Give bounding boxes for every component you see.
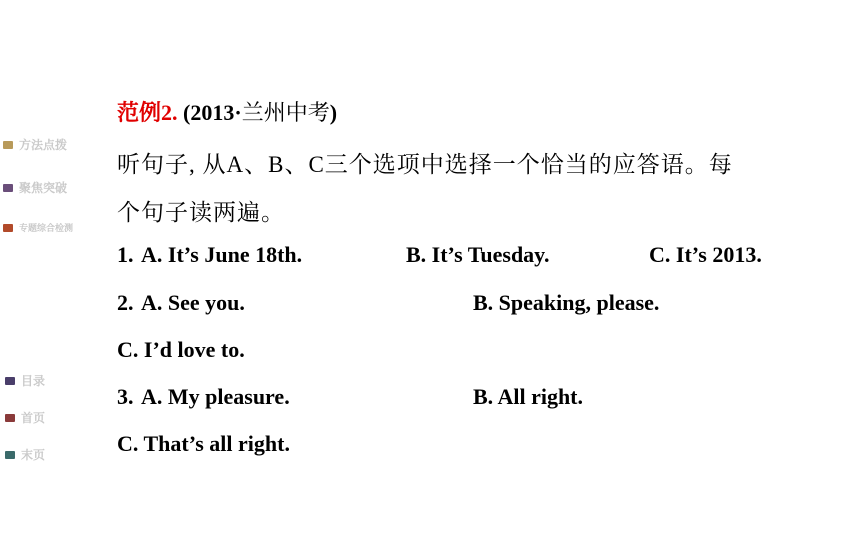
nav-bullet-icon xyxy=(3,224,13,232)
item-number: 3. xyxy=(117,384,134,409)
option-a: A. It’s June 18th. xyxy=(141,242,303,267)
option-b: B. All right. xyxy=(473,384,584,409)
nav-label: 聚焦突破 xyxy=(19,181,68,195)
question-source: 兰州中考 xyxy=(241,100,330,125)
sidebar-nav xyxy=(0,0,100,537)
option-b: B. Speaking, please. xyxy=(473,290,660,315)
option-b: B. It’s Tuesday. xyxy=(406,242,550,267)
item-number: 2. xyxy=(117,290,134,315)
nav-label: 末页 xyxy=(21,448,46,462)
question-title xyxy=(117,96,337,127)
option-a: A. See you. xyxy=(141,290,245,315)
source-close: ) xyxy=(329,100,338,125)
option-c: C. I’d love to. xyxy=(117,337,245,362)
nav-last-page[interactable] xyxy=(5,446,45,463)
nav-bullet-icon xyxy=(5,377,15,385)
nav-topic-test[interactable] xyxy=(3,221,73,234)
nav-method-tips[interactable] xyxy=(3,136,67,153)
nav-label: 首页 xyxy=(21,411,46,425)
nav-label: 目录 xyxy=(21,374,46,388)
nav-bullet-icon xyxy=(3,141,13,149)
item-number: 1. xyxy=(117,242,134,267)
instruction-line-2: 个句子读两遍。 xyxy=(117,200,285,225)
nav-first-page[interactable] xyxy=(5,409,45,426)
source-open: (2013· xyxy=(183,100,242,125)
nav-bullet-icon xyxy=(3,184,13,192)
nav-label: 专题综合检测 xyxy=(19,224,74,234)
option-a: A. My pleasure. xyxy=(141,384,290,409)
question-label: 范例2. xyxy=(117,100,178,125)
nav-label: 方法点拨 xyxy=(19,138,68,152)
instruction-line-1: 听句子, 从A、B、C三个选项中选择一个恰当的应答语。每 xyxy=(117,152,733,177)
nav-bullet-icon xyxy=(5,451,15,459)
nav-contents[interactable] xyxy=(5,372,45,389)
nav-bullet-icon xyxy=(5,414,15,422)
option-c: C. It’s 2013. xyxy=(649,242,762,267)
nav-focus-breakthrough[interactable] xyxy=(3,179,67,196)
option-c: C. That’s all right. xyxy=(117,431,290,456)
